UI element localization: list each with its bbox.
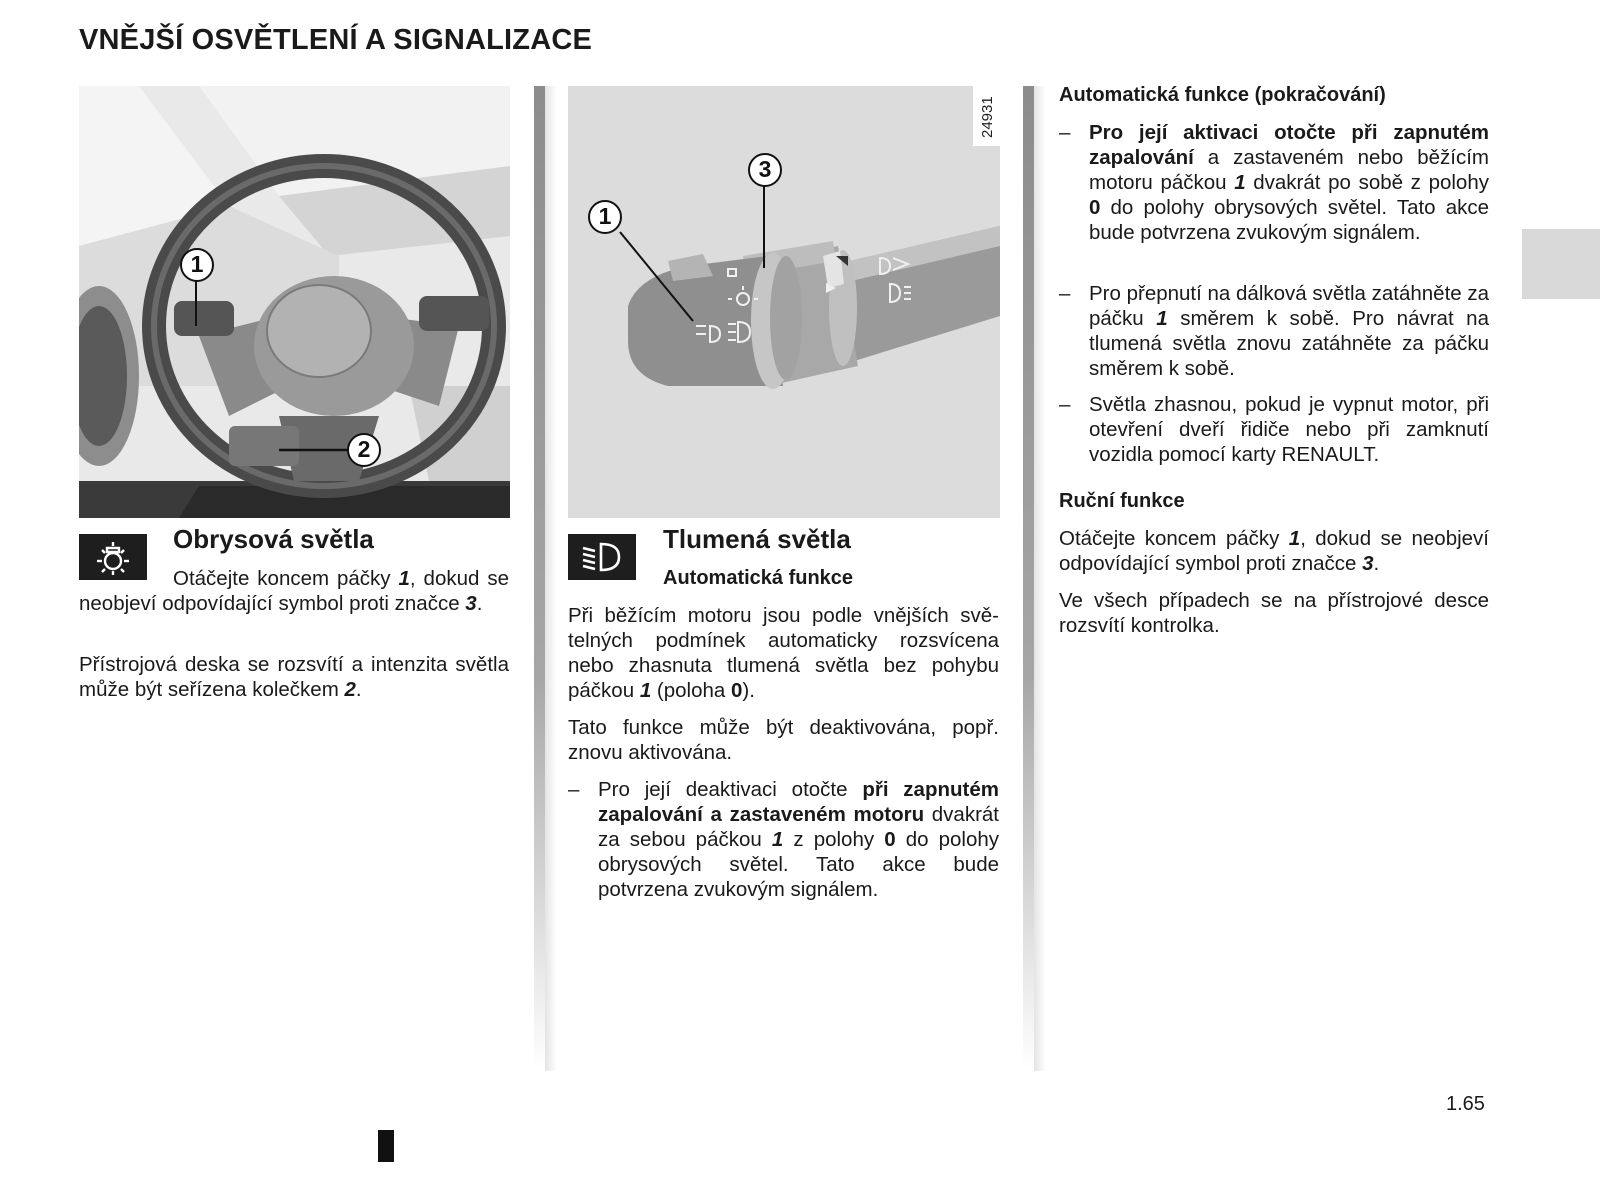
list-dash: – xyxy=(1059,282,1071,305)
reference-number: 2 xyxy=(344,678,356,701)
list-item-text: Pro přepnutí na dálková světla zatáhněte za páčku 1 směrem k sobě. Pro návrat na tlumená světla znovu zatáhněte za páčku směrem k sobě. xyxy=(1089,282,1490,380)
paragraph: Otáčejte koncem páčky 1, dokud se neobjeví odpovídající symbol proti značce 3. xyxy=(1059,527,1489,575)
page-edge-mark xyxy=(378,1130,394,1162)
steering-wheel-figure xyxy=(79,86,510,518)
callout-1: 1 xyxy=(588,200,622,234)
callout-3: 3 xyxy=(748,153,782,187)
dipped-beam-icon xyxy=(568,534,636,580)
light-stalk-figure xyxy=(568,86,1000,518)
paragraph: Ve všech případech se na přístrojové desce rozsvítí kontrolka. xyxy=(1059,589,1489,637)
section-heading: Tlumená světla xyxy=(663,524,851,554)
list-dash: – xyxy=(1059,393,1071,416)
paragraph: Při běžícím motoru jsou podle vnějších světelných podmínek automaticky rozsvícena nebo zhasnuta tlumená světla bez pohybu páčkou 1 (poloha 0). xyxy=(568,604,999,702)
reference-number: 3 xyxy=(1362,552,1374,575)
emphasis: 0 xyxy=(1089,196,1101,219)
list-item-text: Světla zhasnou, pokud je vypnut motor, při otevření dveří řidiče nebo při zamknutí vozidla pomocí karty RENAULT. xyxy=(1089,393,1489,466)
reference-number: 1 xyxy=(639,679,652,702)
reference-number: 3 xyxy=(465,592,477,615)
list-dash: – xyxy=(1059,121,1071,144)
paragraph: Otáčejte koncem páčky 1, dokud se neobjeví odpovídající symbol proti značce 3. xyxy=(79,567,510,615)
list-item-text: Pro její aktivaci otočte při zapnutém zapalování a zastaveném nebo běžícím motoru páčkou 1 dvakrát po sobě z polohy 0 do polohy obrysových světel. Tato akce bude potvrzena zvukovým signálem. xyxy=(1089,121,1489,244)
reference-number: 1 xyxy=(771,828,784,851)
steering-wheel-illustration xyxy=(79,86,510,518)
paragraph: Přístrojová deska se rozsvítí a intenzita světla může být seřízena kolečkem 2. xyxy=(79,653,509,701)
emphasis: při zapnutém zapalování a zastaveném motoru xyxy=(598,778,999,826)
list-item xyxy=(1059,281,1489,386)
column-separator xyxy=(534,86,545,1071)
list-item xyxy=(1059,392,1489,472)
reference-number: 1 xyxy=(1156,307,1168,330)
subheading: Ruční funkce xyxy=(1059,490,1185,512)
reference-number: 1 xyxy=(1234,171,1246,194)
callout-2: 2 xyxy=(347,433,381,467)
reference-number: 1 xyxy=(398,567,410,590)
figure-code: 24931 xyxy=(979,96,996,138)
page-title: VNĚJŠÍ OSVĚTLENÍ A SIGNALIZACE xyxy=(79,24,593,56)
callout-1: 1 xyxy=(180,248,214,282)
emphasis: 0 xyxy=(731,679,743,702)
emphasis: Pro její aktivaci otočte při zapnutém zapalování xyxy=(1089,121,1489,169)
column-separator xyxy=(1023,86,1034,1071)
section-heading: Obrysová světla xyxy=(173,524,374,554)
page-number: 1.65 xyxy=(1446,1093,1485,1115)
list-item xyxy=(1059,120,1489,275)
section-tab xyxy=(1522,229,1600,299)
paragraph: Tato funkce může být deaktivována, popř. znovu aktivována. xyxy=(568,716,999,764)
list-item-text: Pro její deaktivaci otočte při zapnutém zapalování a zastaveném motoru dvakrát za sebou páčkou 1 z polohy 0 do polohy obrysových světel. Tato akce bude potvrzena zvukovým signálem. xyxy=(598,778,999,901)
reference-number: 1 xyxy=(1288,527,1301,550)
light-stalk-illustration xyxy=(568,86,1000,518)
subheading: Automatická funkce (pokračování) xyxy=(1059,84,1386,106)
list-item xyxy=(568,777,999,907)
subheading: Automatická funkce xyxy=(663,567,854,589)
emphasis: 0 xyxy=(884,828,896,851)
list-dash: – xyxy=(568,778,580,801)
